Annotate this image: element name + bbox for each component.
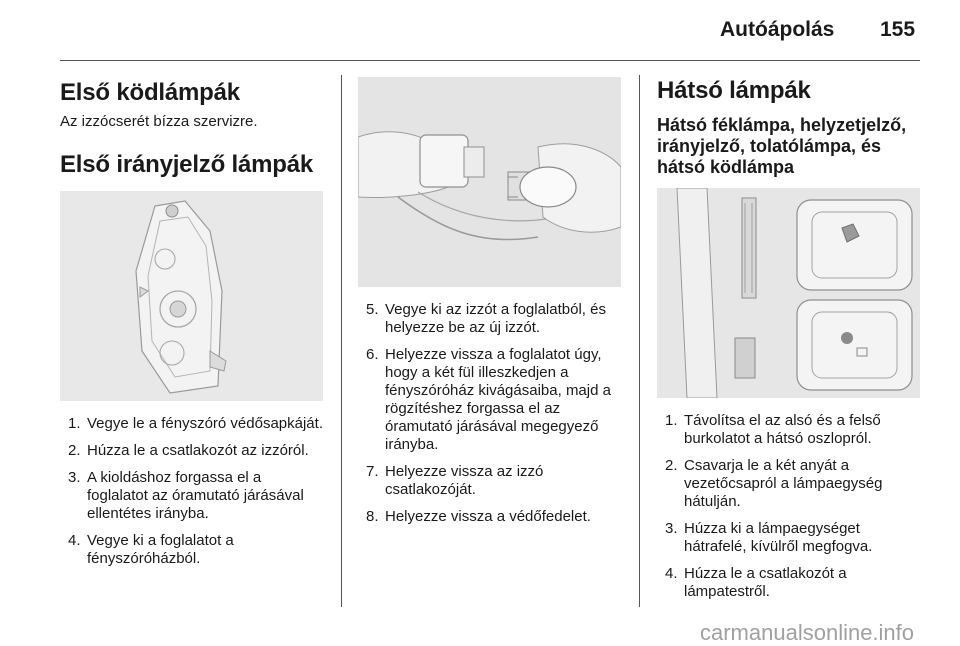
column-1 (60, 75, 325, 577)
column-divider-1 (341, 75, 342, 607)
rear-pillar-illustration (657, 188, 920, 398)
subheading-rear-lamp-types: Hátsó féklámpa, helyzetjelző, irányjelző, tolatólámpa, és hátsó ködlámpa (657, 115, 907, 177)
step-item: 2. Csavarja le a két anyát a vezetőcsapról a lámpaegység hátulján. (665, 457, 883, 510)
section-heading-front-indicators: Első irányjelző lámpák (60, 151, 314, 178)
step-item: 8. Helyezze vissza a védőfedelet. (366, 508, 591, 525)
header-divider (60, 60, 920, 61)
step-item: 1. Távolítsa el az alsó és a felső burkolatot a hátsó oszlopról. (665, 412, 881, 447)
watermark: carmanualsonline.info (700, 620, 915, 645)
section-heading-rear-lamps: Hátsó lámpák (657, 77, 811, 104)
step-item: 1. Vegye le a fényszóró védősapkáját. (68, 415, 323, 432)
step-item: 3. A kioldáshoz forgassa el a foglalatot az óramutató járásával ellentétes irányba. (68, 469, 304, 522)
column-3 (657, 75, 920, 610)
step-item: 6. Helyezze vissza a foglalatot úgy, hogy a két fül illeszkedjen a fényszóróház kivágásaiba, majd a rögzítéshez forgassa el az óramutató járásával megegyező irányba. (366, 346, 611, 453)
bulb-socket-illustration (358, 77, 621, 287)
step-item: 4. Vegye ki a foglalatot a fényszóróházból. (68, 532, 234, 567)
service-note: Az izzócserét bízza szervizre. (60, 113, 258, 130)
page-header-title: Autóápolás (720, 18, 835, 41)
step-item: 7. Helyezze vissza az izzó csatlakozóját. (366, 463, 544, 498)
step-item: 5. Vegye ki az izzót a foglalatból, és helyezze be az új izzót. (366, 301, 606, 336)
steps-list-bulb (358, 301, 623, 526)
bulb-replacement-figure (358, 77, 621, 287)
column-divider-2 (639, 75, 640, 607)
step-item: 4. Húzza le a csatlakozót a lámpatestről. (665, 565, 847, 600)
column-2 (358, 75, 623, 535)
page-number: 155 (880, 18, 916, 41)
front-indicator-figure (60, 191, 323, 401)
steps-list-front (60, 415, 325, 568)
step-item: 2. Húzza le a csatlakozót az izzóról. (68, 442, 309, 459)
steps-list-rear (657, 412, 920, 601)
step-item: 3. Húzza ki a lámpaegységet hátrafelé, kívülről megfogva. (665, 520, 873, 555)
headlamp-housing-illustration (60, 191, 323, 401)
rear-lamp-figure (657, 188, 920, 398)
section-heading-front-fog-lamps: Első ködlámpák (60, 79, 240, 106)
